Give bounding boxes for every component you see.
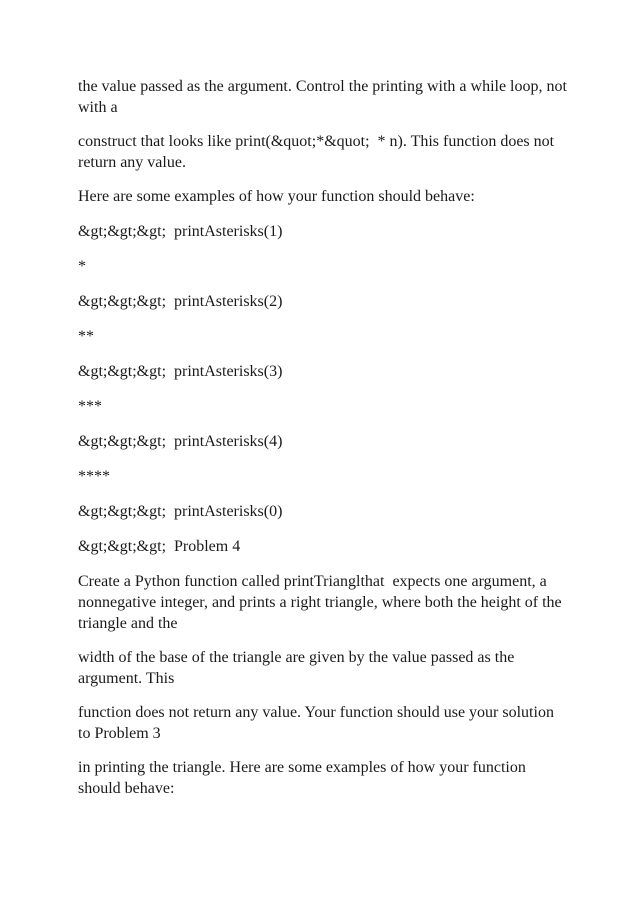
example-output-1: *: [78, 258, 86, 275]
paragraph-intro: the value passed as the argument. Control the printing with a while loop, not with a: [78, 78, 571, 116]
paragraph-no-return: function does not return any value. Your function should use your solution to Problem 3: [78, 704, 558, 742]
paragraph-base-width: width of the base of the triangle are given by the value passed as the argument. This: [78, 649, 519, 687]
paragraph-examples-intro: Here are some examples of how your function should behave:: [78, 188, 475, 205]
document-body: [78, 76, 571, 812]
example-call-1: &gt;&gt;&gt; printAsterisks(1): [78, 223, 283, 240]
problem-4-heading: &gt;&gt;&gt; Problem 4: [78, 538, 241, 555]
paragraph-problem-4-description: Create a Python function called printTrianglthat expects one argument, a nonnegative integer, and prints a right triangle, where both the height of the triangle and the: [78, 573, 566, 632]
example-call-3: &gt;&gt;&gt; printAsterisks(3): [78, 363, 283, 380]
example-call-0: &gt;&gt;&gt; printAsterisks(0): [78, 503, 283, 520]
paragraph-construct: construct that looks like print(&quot;*&quot; * n). This function does not return any value.: [78, 133, 559, 171]
example-output-2: **: [78, 328, 94, 345]
example-call-2: &gt;&gt;&gt; printAsterisks(2): [78, 293, 283, 310]
example-call-4: &gt;&gt;&gt; printAsterisks(4): [78, 433, 283, 450]
example-output-4: ****: [78, 468, 110, 485]
paragraph-printing-triangle: in printing the triangle. Here are some examples of how your function should behave:: [78, 759, 530, 797]
example-output-3: ***: [78, 398, 102, 415]
